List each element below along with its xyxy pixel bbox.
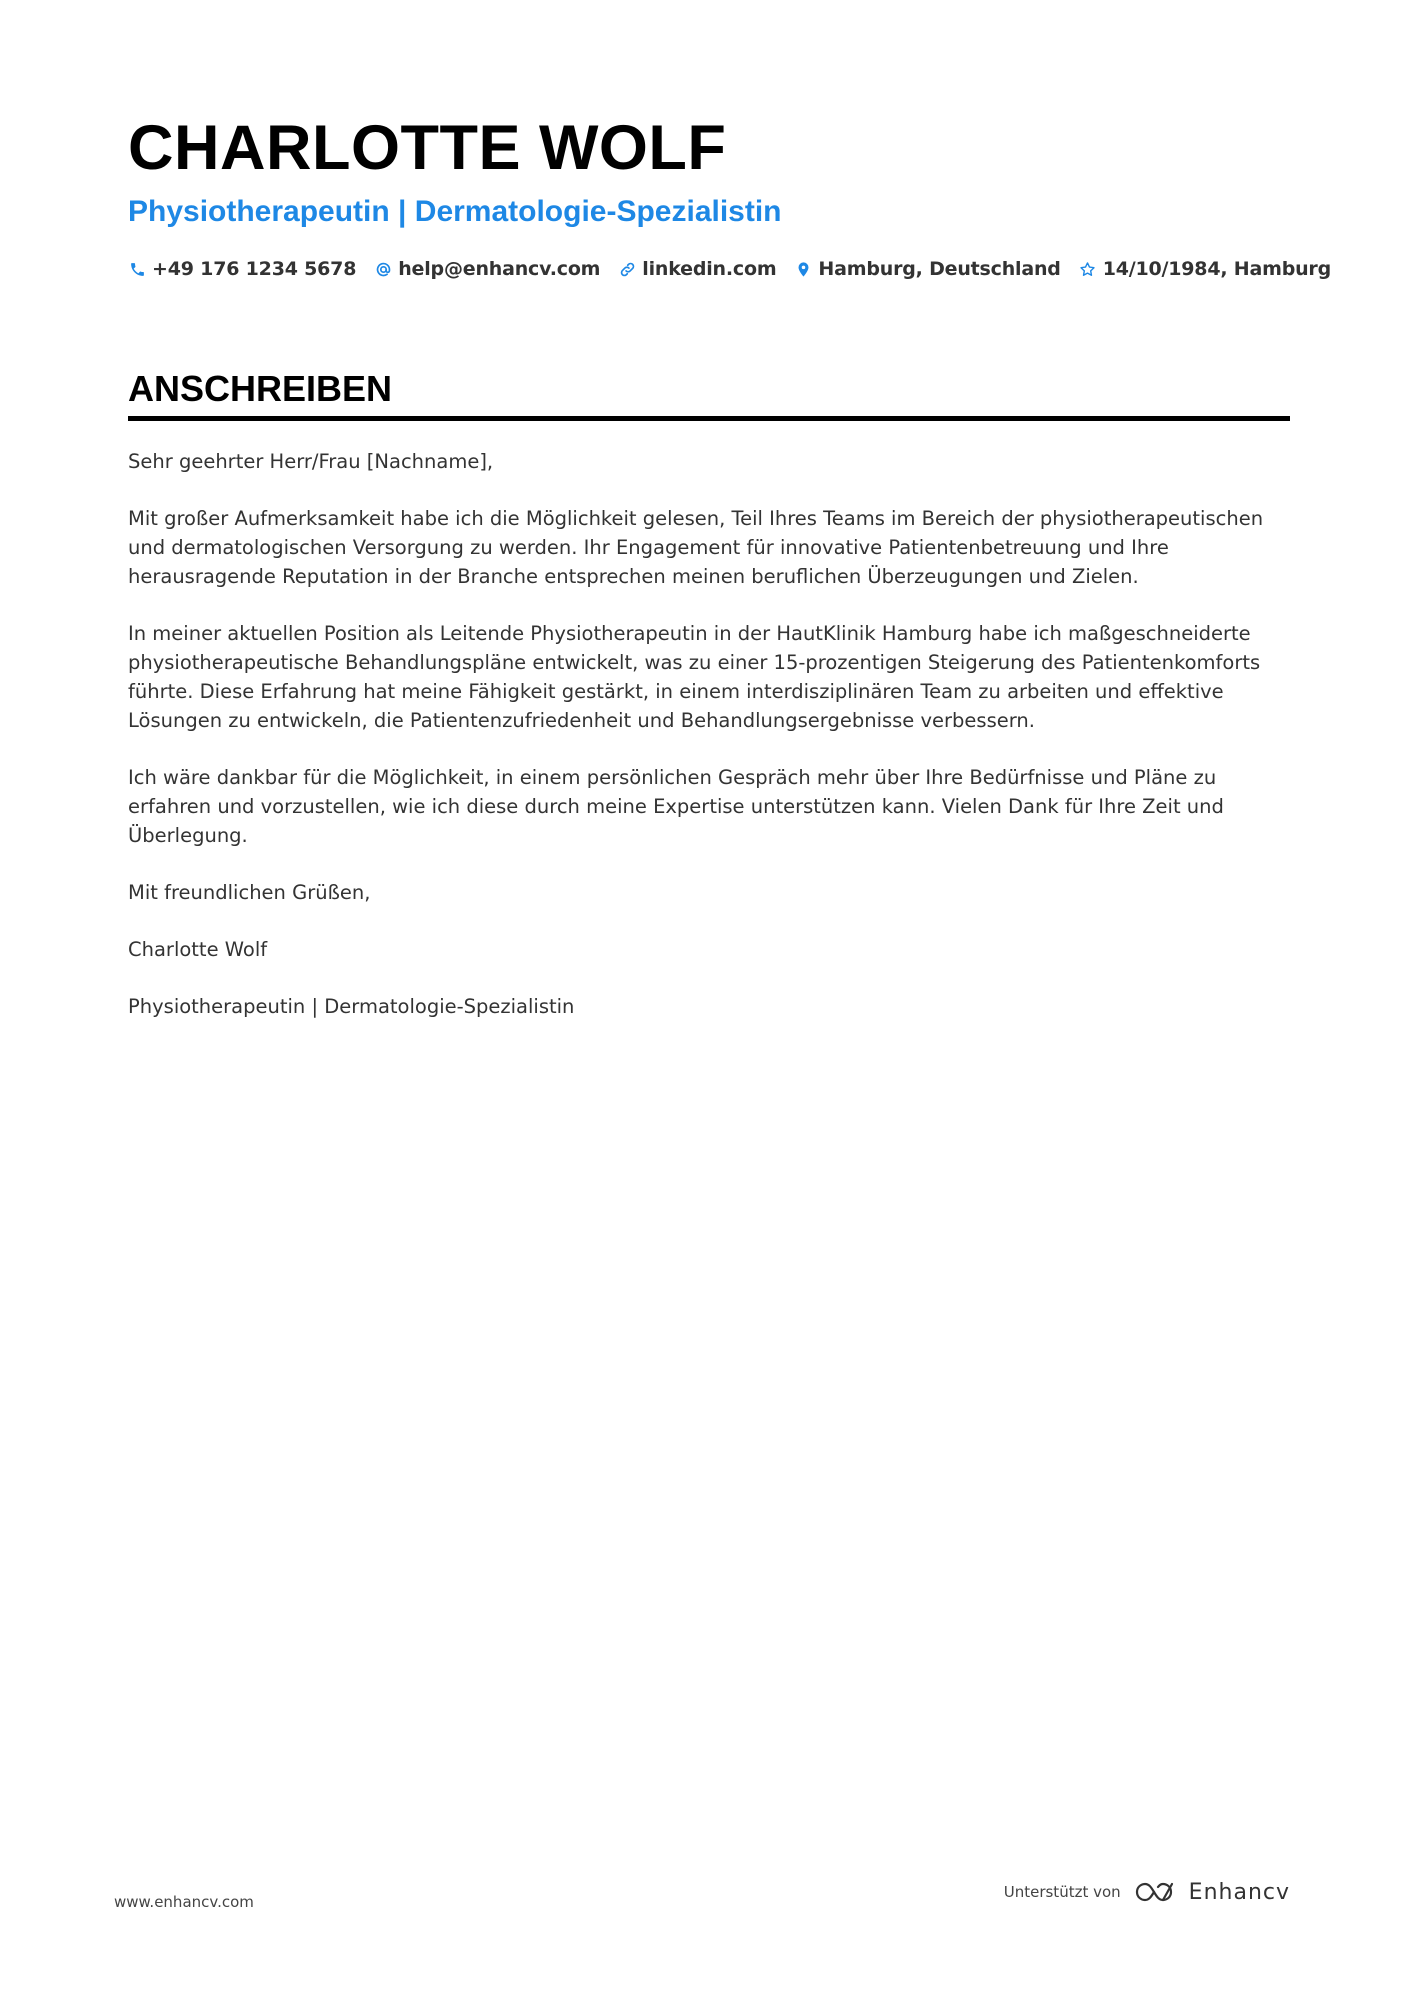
location-text: Hamburg, Deutschland bbox=[818, 258, 1061, 280]
footer-branding[interactable] bbox=[1004, 1878, 1290, 1906]
letter-paragraph: Mit großer Aufmerksamkeit habe ich die Möglichkeit gelesen, Teil Ihres Teams im Bereich der physiotherapeutischen und dermatologischen Versorgung zu werden. Ihr Engagement für innovative Patientenbetreuung und Ihre herausragende Reputation in der Branche entsprechen meinen beruflichen Überzeugungen und Zielen. bbox=[128, 507, 1264, 588]
enhancv-wordmark: Enhancv bbox=[1188, 1879, 1290, 1905]
contact-bar bbox=[128, 258, 1331, 280]
at-icon bbox=[374, 260, 392, 278]
powered-by-label: Unterstützt von bbox=[1003, 1883, 1121, 1901]
star-icon bbox=[1079, 260, 1097, 278]
cover-letter-section bbox=[128, 366, 1290, 1049]
contact-linkedin[interactable] bbox=[618, 258, 776, 280]
letter-body bbox=[128, 447, 1290, 1021]
link-icon bbox=[618, 260, 636, 278]
closing: Mit freundlichen Grüßen, bbox=[128, 881, 371, 904]
contact-location bbox=[794, 258, 1060, 280]
candidate-title: Physiotherapeutin | Dermatologie-Spezialistin bbox=[128, 195, 782, 228]
section-title: ANSCHREIBEN bbox=[128, 368, 393, 409]
candidate-name: CHARLOTTE WOLF bbox=[128, 113, 727, 183]
letter-paragraph: In meiner aktuellen Position als Leitende Physiotherapeutin in der HautKlinik Hamburg habe ich maßgeschneiderte physiotherapeutische Behandlungspläne entwickelt, was zu einer 15-prozentigen Steigerung des Patientenkomforts führte. Diese Erfahrung hat meine Fähigkeit gestärkt, in einem interdisziplinären Team zu arbeiten und effektive Lösungen zu entwickeln, die Patientenzufriedenheit und Behandlungsergebnisse verbessern. bbox=[128, 622, 1261, 732]
signature-title: Physiotherapeutin | Dermatologie-Spezialistin bbox=[128, 995, 575, 1018]
enhancv-logo-icon bbox=[1133, 1878, 1179, 1906]
birthdate-text: 14/10/1984, Hamburg bbox=[1102, 258, 1331, 280]
contact-phone[interactable] bbox=[128, 258, 356, 280]
phone-icon bbox=[128, 260, 146, 278]
phone-number: +49 176 1234 5678 bbox=[152, 258, 357, 280]
contact-email[interactable] bbox=[374, 258, 600, 280]
contact-birthdate bbox=[1079, 258, 1331, 280]
linkedin-link: linkedin.com bbox=[642, 258, 777, 280]
section-divider bbox=[128, 416, 1290, 421]
letter-paragraph: Ich wäre dankbar für die Möglichkeit, in einem persönlichen Gespräch mehr über Ihre Bedürfnisse und Pläne zu erfahren und vorzustellen, wie ich diese durch meine Expertise unterstützen kann. Vielen Dank für Ihre Zeit und Überlegung. bbox=[128, 766, 1224, 847]
salutation: Sehr geehrter Herr/Frau [Nachname], bbox=[128, 450, 494, 473]
signature-name: Charlotte Wolf bbox=[128, 938, 268, 961]
footer-website[interactable]: www.enhancv.com bbox=[114, 1893, 254, 1911]
email-address: help@enhancv.com bbox=[398, 258, 601, 280]
resume-header bbox=[128, 108, 1331, 280]
location-pin-icon bbox=[794, 260, 812, 278]
